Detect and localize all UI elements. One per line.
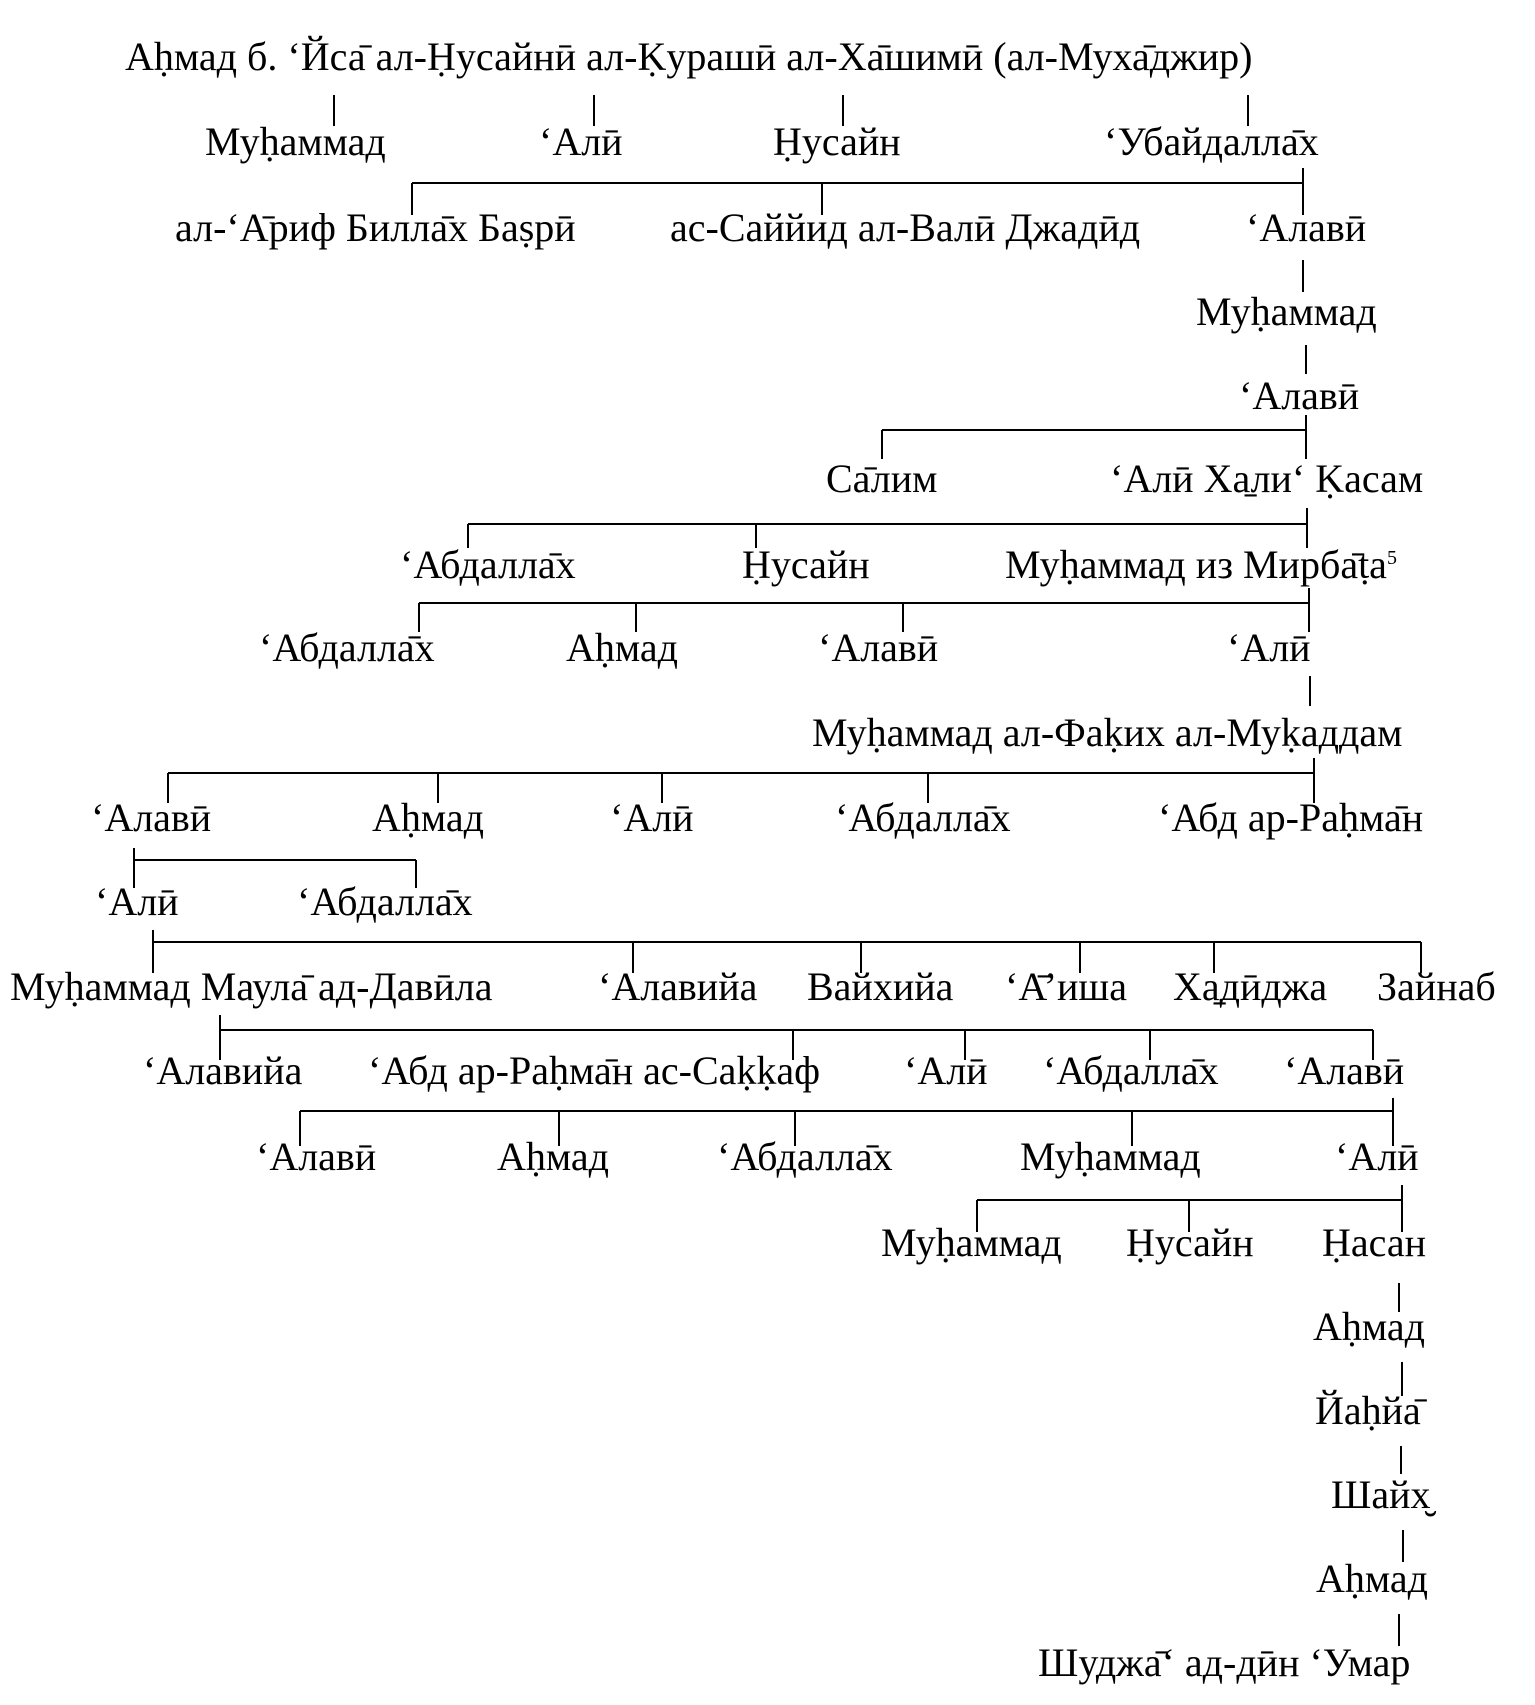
person-name: ‘Алавӣ	[256, 1134, 377, 1179]
person-name: ‘Абд ар-Раḥма̄н ас-Саḳḳаф	[368, 1048, 821, 1093]
person-name: ‘Алавӣ	[1246, 205, 1367, 250]
person-name: ‘Убайдалла̄х	[1104, 119, 1319, 164]
person-name: Шайх̮	[1331, 1472, 1431, 1517]
person-name: ‘Алавийа	[598, 964, 758, 1009]
person-name: ал-‘А̄риф Билла̄х Баṣрӣ	[175, 205, 576, 250]
person-name: ‘Абдалла̄х	[259, 625, 435, 670]
mirbat-name: Муḥаммад из Мирба̄ṭа	[1005, 542, 1387, 587]
person-name: Шуджа̄‘ ад-дӣн ‘Умар	[1038, 1640, 1411, 1685]
person-name: ‘Алавӣ	[1284, 1048, 1405, 1093]
person-name: Муḥаммад	[1020, 1134, 1201, 1179]
person-name: ‘Алавӣ	[818, 625, 939, 670]
person-name: Аḥмад	[1316, 1556, 1429, 1601]
person-name: ‘Абдалла̄х	[297, 879, 473, 924]
person-name: Аḥмад	[372, 795, 485, 840]
person-name: Муḥаммад	[205, 119, 386, 164]
person-name: ‘Алӣ	[539, 119, 623, 164]
person-name: Ḥусайн	[1126, 1220, 1254, 1265]
person-name: ‘Абдалла̄х	[400, 542, 576, 587]
person-name: ‘Алӣ Ха̱ли‘ Ḳасам	[1110, 456, 1424, 501]
person-name: ‘Абд ар-Раḥма̄н	[1158, 795, 1424, 840]
person-name: ‘Абдалла̄х	[717, 1134, 893, 1179]
person-name: ‘А̄’иша	[1005, 964, 1127, 1009]
person-name: ‘Алӣ	[904, 1048, 988, 1093]
person-name: Ḥусайн	[742, 542, 870, 587]
person-name: Муḥаммад Маула̄ ад-Давӣла	[10, 964, 493, 1009]
person-name: ‘Алавӣ	[91, 795, 212, 840]
person-name: Муḥаммад	[1196, 289, 1377, 334]
person-name: Муḥаммад	[881, 1220, 1062, 1265]
person-name: Ḥусайн	[773, 119, 901, 164]
person-name: Са̄лим	[826, 456, 938, 501]
person-name: Ḥасан	[1322, 1220, 1427, 1265]
person-name: ас-Саййид ал-Валӣ Джадӣд	[670, 205, 1141, 250]
person-name: Ха̱дӣджа	[1173, 964, 1328, 1009]
person-name: Аḥмад	[497, 1134, 610, 1179]
person-name: ‘Алӣ	[1227, 625, 1311, 670]
root-name: Аḥмад б. ‘Йса̄ ал-Ḥусайнӣ ал-Ḳурашӣ ал-Ха̄шимӣ (ал-Муха̄джир)	[125, 34, 1253, 79]
person-name: ‘Алӣ	[1335, 1134, 1419, 1179]
person-name: Вайхийа	[807, 964, 954, 1009]
person-name: ‘Алавийа	[143, 1048, 303, 1093]
person-name: Муḥаммад ал-Фаḳих ал-Муḳаддам	[812, 710, 1403, 755]
person-name: ‘Абдалла̄х	[835, 795, 1011, 840]
person-name: Зайнаб	[1377, 964, 1496, 1009]
footnote-mark: 5	[1386, 547, 1397, 569]
person-name	[1005, 542, 1397, 587]
person-name: Аḥмад	[1313, 1304, 1426, 1349]
person-name: ‘Алавӣ	[1239, 373, 1360, 418]
person-name: Йаḥйа̄	[1315, 1388, 1421, 1433]
person-name: ‘Абдалла̄х	[1043, 1048, 1219, 1093]
person-name: ‘Алӣ	[610, 795, 694, 840]
person-name: ‘Алӣ	[95, 879, 179, 924]
person-name: Аḥмад	[566, 625, 679, 670]
